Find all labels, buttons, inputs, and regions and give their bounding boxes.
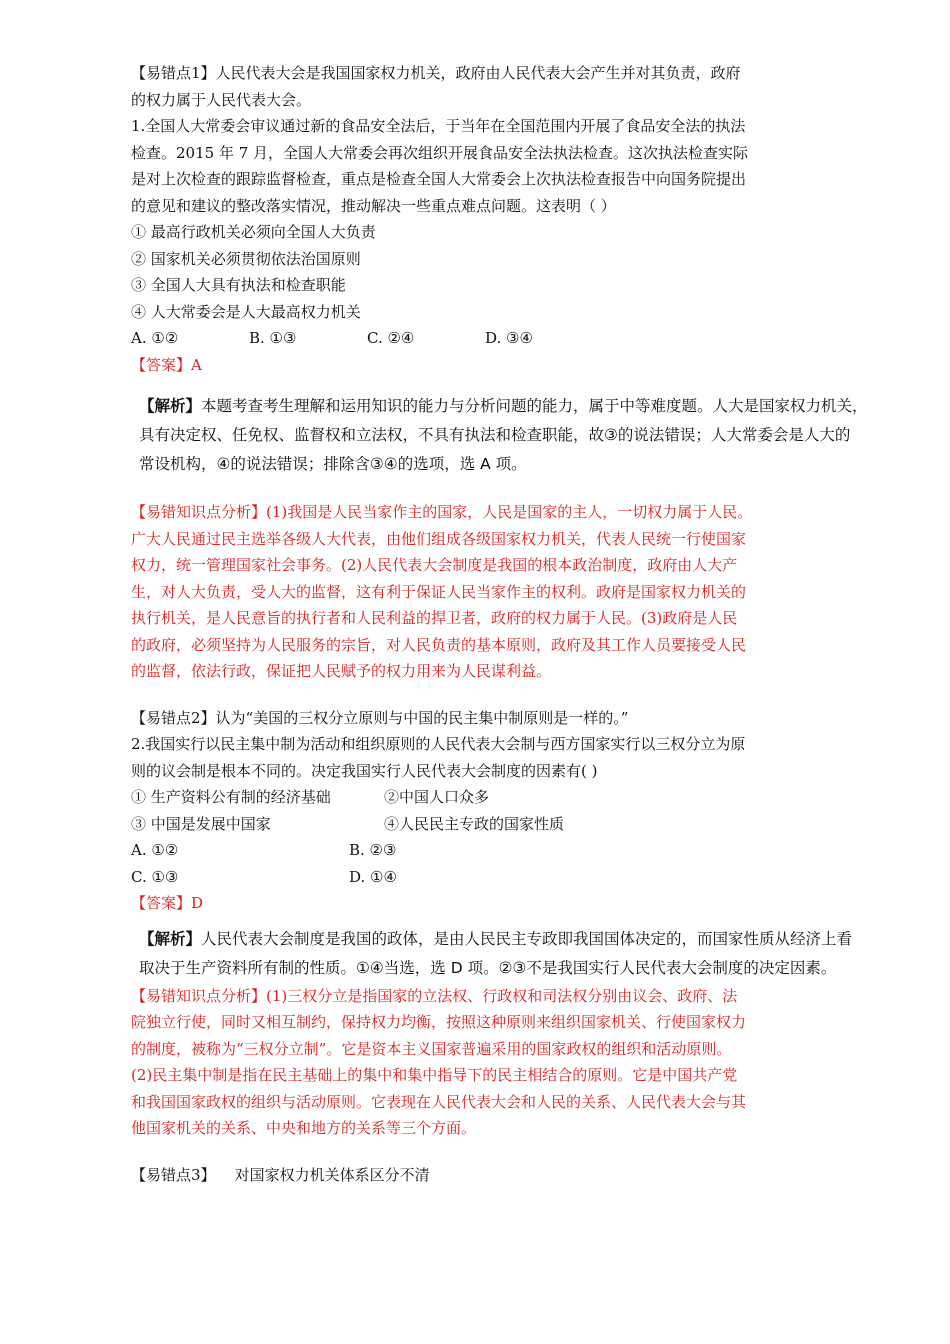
question-line: 2.我国实行以民主集中制为活动和组织原则的人民代表大会制与西方国家实行以三权分立为原 <box>131 735 746 753</box>
knowledge-line: 院独立行使，同时又相互制约，保持权力均衡，按照这种原则来组织国家机关、行使国家权力 <box>131 1013 747 1031</box>
option-d: D. ③④ <box>485 329 533 347</box>
section-1-heading: 【易错点1】人民代表大会是我国国家权力机关，政府由人民代表大会产生并对其负责，政府 <box>131 64 741 82</box>
answer-label: 【答案】A <box>131 355 202 374</box>
statement-2: ②中国人口众多 <box>384 788 490 806</box>
knowledge-line: 的制度，被称为“三权分立制”。它是资本主义国家普遍采用的国家政权的组织和活动原则。 <box>131 1039 732 1058</box>
analysis-label: 【解析】 <box>139 929 202 948</box>
statement-1: ① 最高行政机关必须向全国人大负责 <box>131 223 376 241</box>
statement-row <box>131 784 831 811</box>
question-line: 1.全国人大常委会审议通过新的食品安全法后，于当年在全国范围内开展了食品安全法的执法 <box>131 117 746 135</box>
knowledge-line: 他国家机关的关系、中央和地方的关系等三个方面。 <box>131 1119 477 1137</box>
option-c: C. ②④ <box>367 329 415 347</box>
analysis-line: 人民代表大会制度是我国的政体，是由人民民主专政即我国国体决定的，而国家性质从经济上看 <box>201 929 853 948</box>
option-b: B. ①③ <box>249 329 297 347</box>
knowledge-line: 和我国国家政权的组织与活动原则。它表现在人民代表大会和人民的关系、人民代表大会与其 <box>131 1092 747 1111</box>
section-1-heading-cont: 的权力属于人民代表大会。 <box>131 90 312 109</box>
knowledge-line: 权力，统一管理国家社会事务。(2)人民代表大会制度是我国的根本政治制度，政府由人大产 <box>131 556 738 574</box>
document-page <box>131 60 868 1188</box>
knowledge-line: 的监督，依法行政，保证把人民赋予的权力用来为人民谋利益。 <box>131 662 552 680</box>
knowledge-line: (2)民主集中制是指在民主基础上的集中和集中指导下的民主相结合的原则。它是中国共产党 <box>131 1066 738 1084</box>
knowledge-line: 的政府，必须坚持为人民服务的宗旨，对人民负责的基本原则，政府及其工作人员要接受人民 <box>131 635 747 654</box>
answer-options <box>131 837 831 864</box>
analysis-line: 常设机构，④的说法错误；排除含③④的选项，选 A 项。 <box>139 455 527 473</box>
question-1 <box>131 113 831 219</box>
statement-2: ② 国家机关必须贯彻依法治国原则 <box>131 249 361 268</box>
analysis-block <box>139 392 868 479</box>
knowledge-line: (1)三权分立是指国家的立法权、行政权和司法权分别由议会、政府、法 <box>266 986 738 1005</box>
section-3-heading: 【易错点3】 对国家权力机关体系区分不清 <box>131 1165 430 1184</box>
knowledge-line: 生，对人大负责，受人大的监督，这有利于保证人民当家作主的权利。政府是国家权力机关的 <box>131 582 747 601</box>
knowledge-label: 【易错知识点分析】 <box>131 503 267 521</box>
answer-options <box>131 864 831 891</box>
statement-4: ④ 人大常委会是人大最高权力机关 <box>131 302 361 321</box>
knowledge-block <box>131 499 831 685</box>
statement-row <box>131 811 831 838</box>
statement-3: ③ 全国人大具有执法和检查职能 <box>131 276 346 294</box>
question-line: 是对上次检查的跟踪监督检查，重点是检查全国人大常委会上次执法检查报告中向国务院提出 <box>131 170 747 188</box>
option-b: B. ②③ <box>349 841 397 859</box>
section-2 <box>131 705 853 1142</box>
knowledge-line: 广大人民通过民主选举各级人大代表，由他们组成各级国家权力机关，代表人民统一行使国家 <box>131 529 747 548</box>
knowledge-line: 执行机关，是人民意旨的执行者和人民利益的捍卫者，政府的权力属于人民。(3)政府是人民 <box>131 609 738 627</box>
knowledge-label: 【易错知识点分析】 <box>131 986 267 1005</box>
analysis-line: 本题考查考生理解和运用知识的能力与分析问题的能力，属于中等难度题。人大是国家权力机关， <box>201 397 868 415</box>
analysis-line: 具有决定权、任免权、监督权和立法权，不具有执法和检查职能，故③的说法错误；人大常委会是人大的 <box>139 426 851 444</box>
statement-3: ③ 中国是发展中国家 <box>131 814 271 833</box>
knowledge-block <box>131 983 831 1142</box>
statement-4: ④人民民主专政的国家性质 <box>384 814 565 833</box>
option-d: D. ①④ <box>349 867 397 886</box>
section-3 <box>131 1162 831 1189</box>
question-line: 则的议会制是根本不同的。决定我国实行人民代表大会制度的因素有( ) <box>131 761 598 780</box>
option-a: A. ①② <box>131 841 179 859</box>
answer-options <box>131 325 831 352</box>
analysis-block <box>139 925 853 983</box>
option-a: A. ①② <box>131 329 179 347</box>
question-line: 的意见和建议的整改落实情况，推动解决一些重点难点问题。这表明（ ） <box>131 196 616 215</box>
analysis-label: 【解析】 <box>139 397 202 415</box>
statement-1: ① 生产资料公有制的经济基础 <box>131 788 331 806</box>
knowledge-line: (1)我国是人民当家作主的国家，人民是国家的主人，一切权力属于人民。 <box>266 503 753 521</box>
option-c: C. ①③ <box>131 867 179 886</box>
section-2-heading: 【易错点2】认为“美国的三权分立原则与中国的民主集中制原则是一样的。” <box>131 708 629 727</box>
analysis-line: 取决于生产资料所有制的性质。①④当选，选 D 项。②③不是我国实行人民代表大会制度的决定因素。 <box>139 958 837 977</box>
question-line: 检查。2015 年 7 月，全国人大常委会再次组织开展食品安全法执法检查。这次执法检查实际 <box>131 143 749 162</box>
section-1 <box>131 60 868 685</box>
answer-label: 【答案】D <box>131 894 204 912</box>
